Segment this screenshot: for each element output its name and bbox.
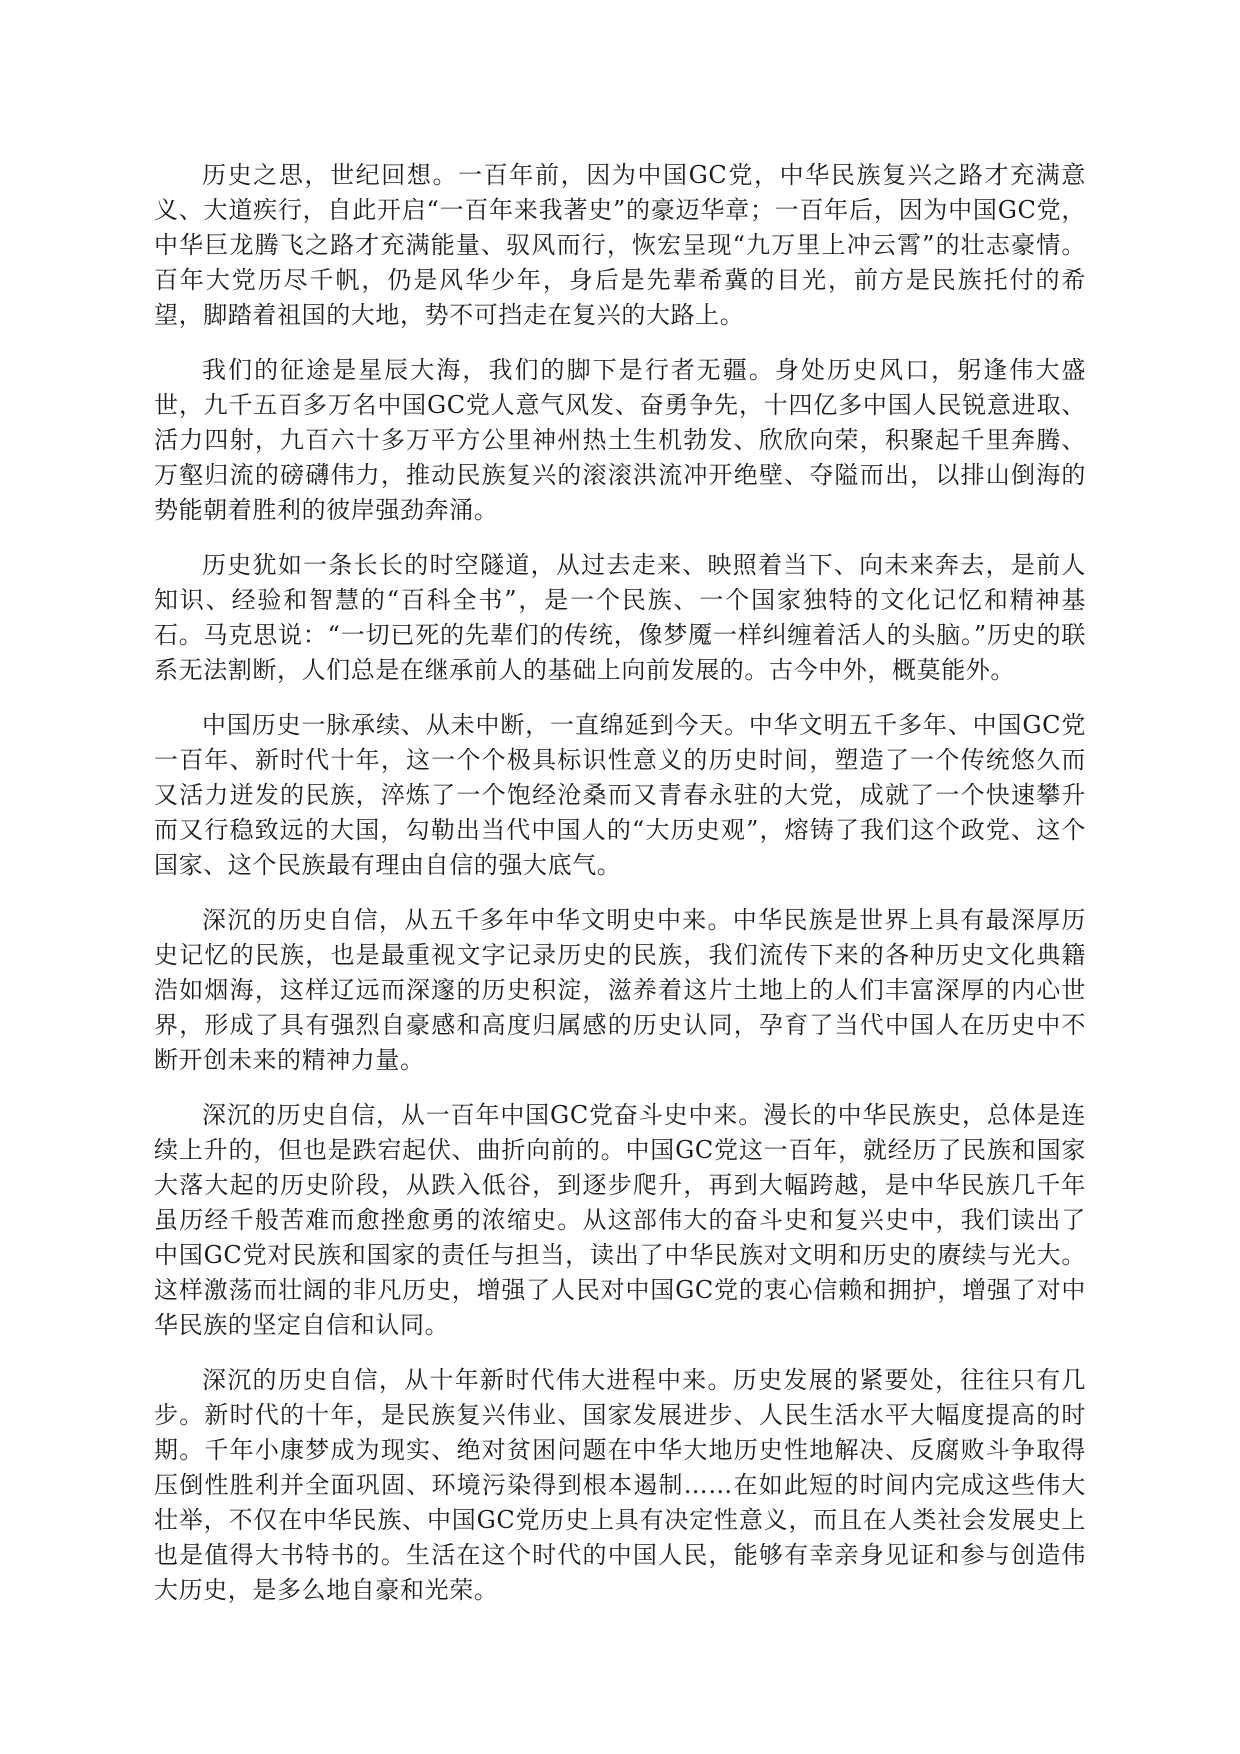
paragraph-6: 深沉的历史自信，从一百年中国GC党奋斗史中来。漫长的中华民族史，总体是连续上升的，但也是跌宕起伏、曲折向前的。中国GC党这一百年，就经历了民族和国家大落大起的历史阶段，从跌入低谷，到逐步爬升，再到大幅跨越，是中华民族几千年虽历经千般苦难而愈挫愈勇的浓缩史。从这部伟大的奋斗史和复兴史中，我们读出了中国GC党对民族和国家的责任与担当，读出了中华民族对文明和历史的赓续与光大。这样激荡而壮阔的非凡历史，增强了人民对中国GC党的衷心信赖和拥护，增强了对中华民族的坚定自信和认同。 bbox=[154, 1101, 1086, 1339]
paragraph-1: 历史之思，世纪回想。一百年前，因为中国GC党，中华民族复兴之路才充满意义、大道疾行，自此开启“一百年来我著史”的豪迈华章；一百年后，因为中国GC党，中华巨龙腾飞之路才充满能量、驭风而行，恢宏呈现“九万里上冲云霄”的壮志豪情。百年大党历尽千帆，仍是风华少年，身后是先辈希冀的目光，前方是民族托付的希望，脚踏着祖国的大地，势不可挡走在复兴的大路上。 bbox=[154, 161, 1086, 329]
paragraph-2: 我们的征途是星辰大海，我们的脚下是行者无疆。身处历史风口，躬逢伟大盛世，九千五百多万名中国GC党人意气风发、奋勇争先，十四亿多中国人民锐意进取、活力四射，九百六十多万平方公里神州热土生机勃发、欣欣向荣，积聚起千里奔腾、万壑归流的磅礴伟力，推动民族复兴的滚滚洪流冲开绝壁、夺隘而出，以排山倒海的势能朝着胜利的彼岸强劲奔涌。 bbox=[154, 356, 1086, 524]
document-body bbox=[154, 158, 1086, 1628]
paragraph-5: 深沉的历史自信，从五千多年中华文明史中来。中华民族是世界上具有最深厚历史记忆的民族，也是最重视文字记录历史的民族，我们流传下来的各种历史文化典籍浩如烟海，这样辽远而深邃的历史积淀，滋养着这片土地上的人们丰富深厚的内心世界，形成了具有强烈自豪感和高度归属感的历史认同，孕育了当代中国人在历史中不断开创未来的精神力量。 bbox=[154, 906, 1086, 1074]
paragraph-4: 中国历史一脉承续、从未中断，一直绵延到今天。中华文明五千多年、中国GC党一百年、新时代十年，这一个个极具标识性意义的历史时间，塑造了一个传统悠久而又活力迸发的民族，淬炼了一个饱经沧桑而又青春永驻的大党，成就了一个快速攀升而又行稳致远的大国，勾勒出当代中国人的“大历史观”，熔铸了我们这个政党、这个国家、这个民族最有理由自信的强大底气。 bbox=[154, 711, 1086, 879]
paragraph-7: 深沉的历史自信，从十年新时代伟大进程中来。历史发展的紧要处，往往只有几步。新时代的十年，是民族复兴伟业、国家发展进步、人民生活水平大幅度提高的时期。千年小康梦成为现实、绝对贫困问题在中华大地历史性地解决、反腐败斗争取得压倒性胜利并全面巩固、环境污染得到根本遏制……在如此短的时间内完成这些伟大壮举，不仅在中华民族、中国GC党历史上具有决定性意义，而且在人类社会发展史上也是值得大书特书的。生活在这个时代的中国人民，能够有幸亲身见证和参与创造伟大历史，是多么地自豪和光荣。 bbox=[154, 1366, 1086, 1604]
paragraph-3: 历史犹如一条长长的时空隧道，从过去走来、映照着当下、向未来奔去，是前人知识、经验和智慧的“百科全书”，是一个民族、一个国家独特的文化记忆和精神基石。马克思说：“一切已死的先辈们的传统，像梦魇一样纠缠着活人的头脑。”历史的联系无法割断，人们总是在继承前人的基础上向前发展的。古今中外，概莫能外。 bbox=[154, 551, 1086, 684]
